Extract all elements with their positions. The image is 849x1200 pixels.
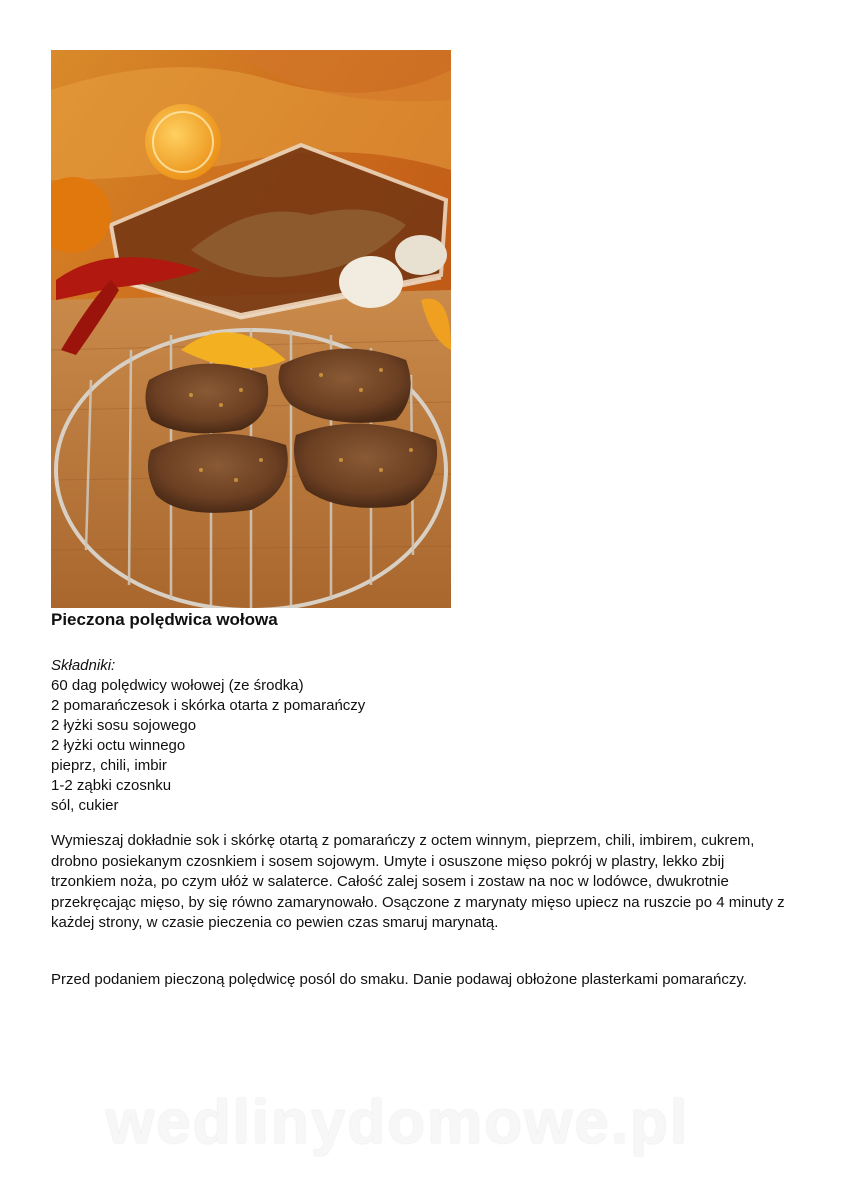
ingredients-section <box>51 656 365 816</box>
ingredient-item: 1-2 ząbki czosnku <box>51 777 172 794</box>
instructions-paragraph: Wymieszaj dokładnie sok i skórkę otartą z pomarańczy z octem winnym, pieprzem, chili, imbirem, cukrem, drobno posiekanym czosnkiem i sosem sojowym. Umyte i osuszone mięso pokrój w plastry, lekko zbij trzonkiem noża, po czym ułóż w salaterce. Całość zalej sosem i zostaw na noc w lodówce, dwukrotnie przekręcając mięso, by się równo zamarynowało. Osączone z marynaty mięso upiecz na ruszcie po 4 minuty z każdej strony, w czasie pieczenia co pewien czas smaruj marynatą. <box>51 832 785 931</box>
ingredient-item: 2 łyżki octu winnego <box>51 737 186 754</box>
ingredient-item: pieprz, chili, imbir <box>51 757 167 774</box>
ingredient-item: 2 pomarańczesok i skórka otarta z pomarańczy <box>51 697 366 714</box>
ingredient-item: sól, cukier <box>51 797 119 814</box>
watermark-logo: wedlinydomowe.pl <box>106 1088 690 1157</box>
ingredients-list <box>51 676 365 816</box>
recipe-title: Pieczona polędwica wołowa <box>51 610 278 629</box>
serving-paragraph: Przed podaniem pieczoną polędwicę posól do smaku. Danie podawaj obłożone plasterkami pomarańczy. <box>51 971 747 988</box>
ingredients-label: Składniki: <box>51 657 116 674</box>
ingredient-item: 2 łyżki sosu sojowego <box>51 717 197 734</box>
ingredient-item: 60 dag polędwicy wołowej (ze środka) <box>51 677 304 694</box>
recipe-photo <box>51 50 451 608</box>
